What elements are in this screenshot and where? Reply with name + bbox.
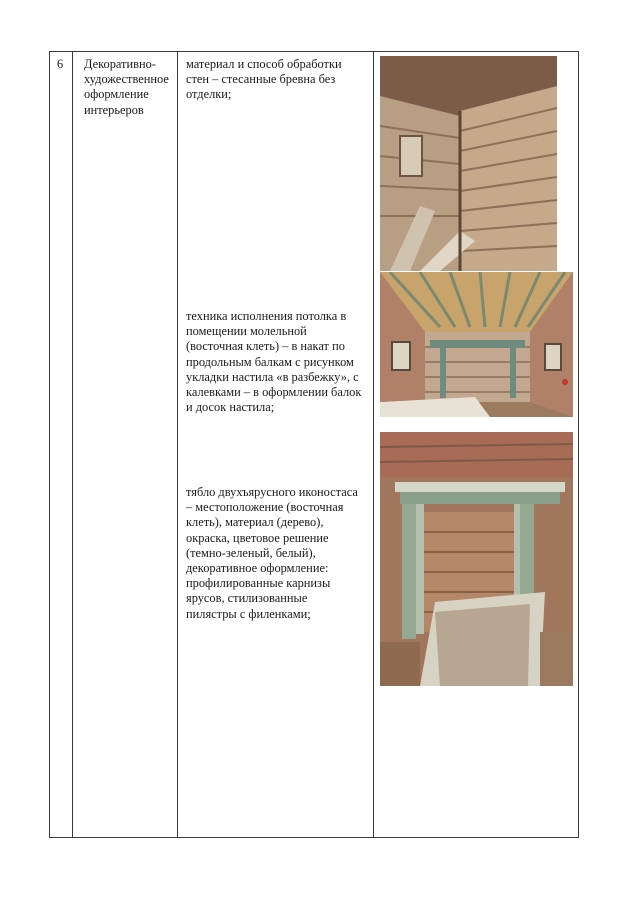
item-walls-text: материал и способ обработки стен – стесанные бревна без отделки; — [186, 57, 342, 102]
photo-iconostasis — [380, 432, 573, 686]
photo-log-walls — [380, 56, 557, 271]
item-iconostasis-text: тябло двухъярусного иконостаса – местоположение (восточная клеть), материал (дерево), окраска, цветовое решение (темно-зеленый, белый), декоративное оформление: профилированные карнизы ярусов, стилизованные пилястры с филенками; — [186, 485, 358, 621]
photo-ceiling — [380, 272, 573, 417]
column-divider — [373, 52, 374, 837]
row-number: 6 — [57, 57, 64, 71]
section-title: Декоративно- художественное оформление интерьеров — [84, 57, 169, 117]
column-divider — [72, 52, 73, 837]
column-divider — [177, 52, 178, 837]
item-ceiling-text: техника исполнения потолка в помещении молельной (восточная клеть) – в накат по продольным балкам с рисунком укладки настила «в разбежку», с калевками – в оформлении балок и досок настила; — [186, 309, 362, 415]
